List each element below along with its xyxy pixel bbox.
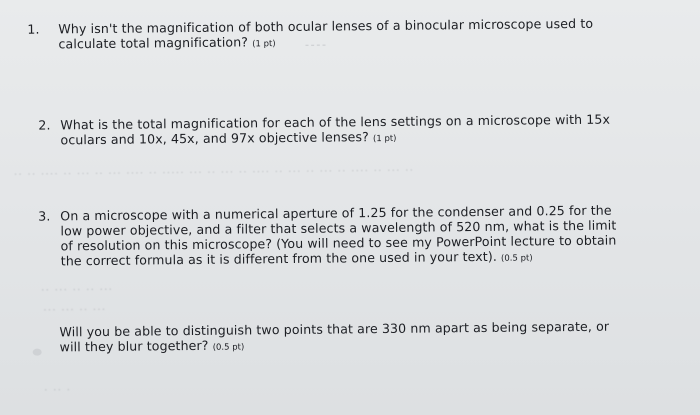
bleed-through-text: ·· ·· ···· ·· ··· ·· ··· ···· ·· ····· ··· ·· ··· ·· ···· ·· ··· ·· ··· ·· ···· ·· ··· ·· [13,163,415,181]
question-line: What is the total magnification for each of the lens settings on a microscope with 15x [60,111,611,133]
question-3 [38,202,617,272]
question-line: Why isn't the magnification of both ocular lenses of a binocular microscope used to [58,15,594,37]
question-line: will they blur together? [59,337,209,355]
question-1 [27,15,594,55]
question-2 [38,111,611,151]
question-line: Will you be able to distinguish two points that are 330 nm apart as being separate, or [59,318,610,340]
question-line: the correct formula as it is different from the one used in your text). [60,248,497,269]
question-number: 2. [38,117,51,133]
question-number: 3. [38,208,51,224]
question-3-followup [59,319,609,358]
bleed-through-text: · ·· · [44,383,72,397]
question-line: oculars and 10x, 45x, and 97x objective lenses? [60,129,369,148]
question-line: calculate total magnification? [58,34,249,52]
paper-smudge [33,349,42,356]
bleed-through-text: ·· ··· ·· ·· ··· [40,282,114,297]
question-number: 1. [27,21,40,37]
points-value: (1 pt) [252,39,276,50]
question-line: of resolution on this microscope? (You will need to see my PowerPoint lecture to obtain [60,232,617,254]
points-value: (0.5 pt) [212,342,245,353]
points-value: (0.5 pt) [500,253,533,264]
question-line: On a microscope with a numerical aperture of 1.25 for the condenser and 0.25 for the [60,202,612,224]
bleed-through-text: ··· ··· ·· ··· [43,302,107,317]
points-value: (1 pt) [372,133,397,145]
question-line: low power objective, and a filter that selects a wavelength of 520 nm, what is the limit [60,217,617,239]
